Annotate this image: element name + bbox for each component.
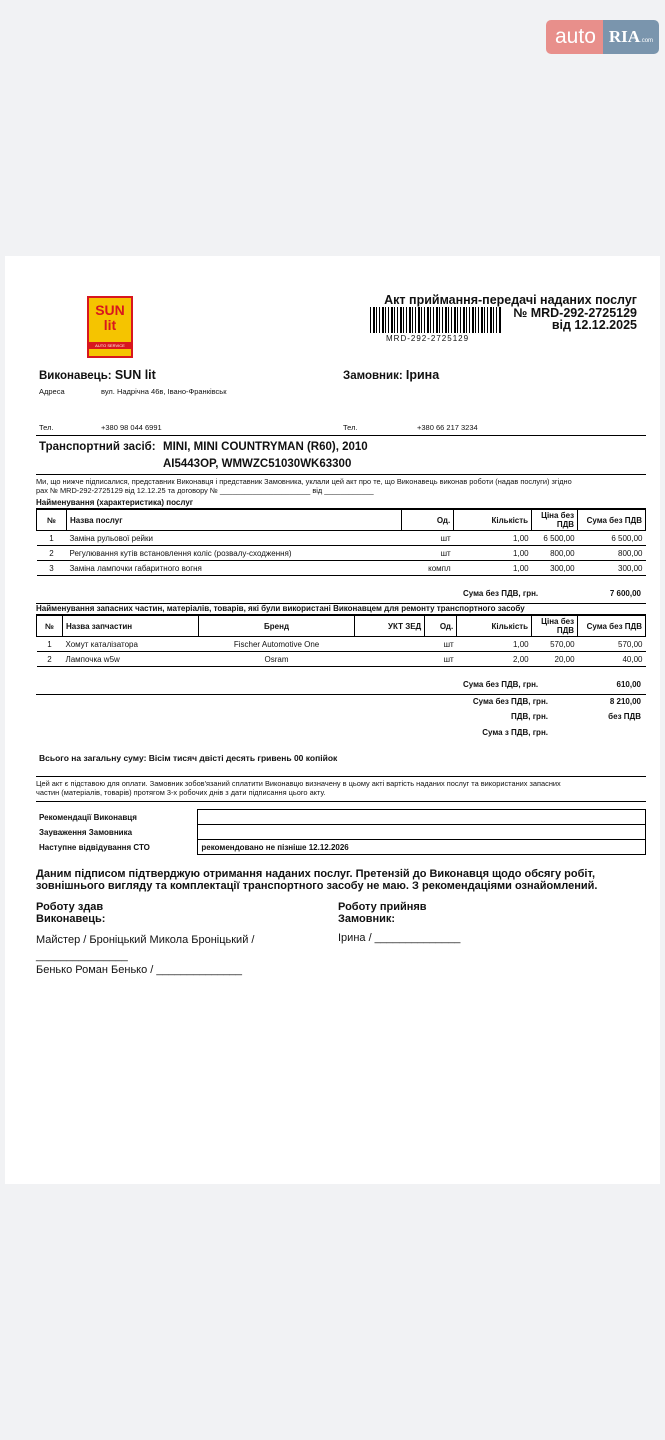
master-signature-blank: _______________ xyxy=(36,950,128,962)
services-table xyxy=(36,509,646,576)
summary-total-label: Сума без ПДВ, грн. xyxy=(472,697,548,706)
recommendation-label: Рекомендації Виконавця xyxy=(39,812,137,822)
table-row xyxy=(37,546,646,561)
service-qty: 1,00 xyxy=(454,546,532,561)
service-no: 1 xyxy=(37,531,67,546)
service-no: 2 xyxy=(37,546,67,561)
divider xyxy=(36,801,646,802)
services-header-row xyxy=(37,510,646,531)
document-page xyxy=(5,256,660,1184)
watermark-com: .com xyxy=(640,38,654,44)
services-col-qty: Кількість xyxy=(454,510,532,531)
services-col-price: Ціна без ПДВ xyxy=(532,510,578,531)
summary-total: 8 210,00 xyxy=(609,697,641,706)
customer-signature: Ірина / ______________ xyxy=(338,932,461,944)
accepted-line2: Замовник: xyxy=(338,913,396,925)
divider xyxy=(36,474,646,475)
part-brand: Fischer Automotive One xyxy=(198,637,355,652)
services-col-unit: Од. xyxy=(402,510,454,531)
table-row xyxy=(37,637,646,652)
vat-label: ПДВ, грн. xyxy=(511,712,548,721)
part-brand: Osram xyxy=(198,652,355,667)
part-price: 20,00 xyxy=(532,652,578,667)
services-total: 7 600,00 xyxy=(609,589,641,598)
parts-total-label: Сума без ПДВ, грн. xyxy=(463,680,539,689)
vehicle-model: MINI, MINI COUNTRYMAN (R60), 2010 xyxy=(163,441,368,453)
parts-col-qty: Кількість xyxy=(457,616,532,637)
divider xyxy=(36,776,646,777)
part-unit: шт xyxy=(425,637,457,652)
master-signature xyxy=(36,932,254,964)
service-qty: 1,00 xyxy=(454,561,532,576)
autoria-watermark xyxy=(546,20,659,54)
contractor-phone-label: Тел. xyxy=(39,423,54,432)
vehicle-label: Транспортний засіб: xyxy=(39,441,156,453)
service-name: Заміна лампочки габаритного вогня xyxy=(66,561,401,576)
next-visit-value: рекомендовано не пізніше 12.12.2026 xyxy=(198,840,646,855)
logo-line3: AUTO SERVICE xyxy=(89,342,131,349)
document-title: Акт приймання-передачі наданих послуг xyxy=(384,293,637,307)
service-name: Заміна рульової рейки xyxy=(66,531,401,546)
service-name: Регулювання кутів встановлення коліс (розвалу-сходження) xyxy=(66,546,401,561)
with-vat-label: Сума з ПДВ, грн. xyxy=(482,728,548,737)
second-signature: Бенько Роман Бенько / ______________ xyxy=(36,964,243,976)
part-sum: 40,00 xyxy=(578,652,646,667)
intro-line2: рах № MRD-292-2725129 від 12.12.25 та договору № ______________________ від ____________ xyxy=(36,486,374,495)
sunlit-logo xyxy=(87,296,133,358)
document-date: від 12.12.2025 xyxy=(551,318,637,332)
service-sum: 6 500,00 xyxy=(578,531,646,546)
watermark-ria-text: RIA xyxy=(608,27,641,46)
services-col-name: Назва послуг xyxy=(66,510,401,531)
intro-line1: Ми, що нижче підписалися, представник Виконавця і представник Замовника, уклали цей акт про те, що Виконавець виконав роботи (надав послуги) згідно xyxy=(36,477,572,486)
address-value: вул. Надрічна 46в, Івано-Франківськ xyxy=(101,387,227,396)
remarks-row xyxy=(36,825,646,840)
confirmation-line2: зовнішнього вигляду та комплектації транспортного засобу не маю. З рекомендаціями ознайомлений. xyxy=(36,880,598,892)
total-in-words: Всього на загальну суму: Вісім тисяч двісті десять гривень 00 копійок xyxy=(39,753,338,763)
parts-col-brand: Бренд xyxy=(198,616,355,637)
customer-phone: +380 66 217 3234 xyxy=(417,423,478,432)
next-visit-label: Наступне відвідування СТО xyxy=(39,842,150,852)
service-sum: 300,00 xyxy=(578,561,646,576)
intro-text xyxy=(36,477,656,495)
customer-line xyxy=(343,368,439,382)
service-unit: шт xyxy=(402,531,454,546)
service-sum: 800,00 xyxy=(578,546,646,561)
contractor-line xyxy=(39,368,156,382)
divider xyxy=(36,435,646,436)
parts-col-name: Назва запчастин xyxy=(62,616,198,637)
recommendations-table xyxy=(36,809,646,855)
part-name: Хомут каталізатора xyxy=(62,637,198,652)
table-row xyxy=(37,561,646,576)
payment-basis xyxy=(36,779,561,797)
recommendation-row xyxy=(36,810,646,825)
contractor-name: SUN lit xyxy=(114,368,156,382)
handed-over-line2: Виконавець: xyxy=(36,913,106,925)
barcode-number: MRD-292-2725129 xyxy=(386,334,470,343)
part-no: 1 xyxy=(37,637,63,652)
part-code xyxy=(355,637,425,652)
service-price: 6 500,00 xyxy=(532,531,578,546)
contractor-label: Виконавець: xyxy=(39,370,112,382)
service-price: 800,00 xyxy=(532,546,578,561)
services-col-sum: Сума без ПДВ xyxy=(578,510,646,531)
parts-col-price: Ціна без ПДВ xyxy=(532,616,578,637)
basis-line2: частин (матеріалів, товарів) протягом 3-х робочих днів з дати підписання цього акту. xyxy=(36,788,326,797)
vehicle-ids: AI5443OP, WMWZC51030WK63300 xyxy=(163,458,352,470)
services-total-label: Сума без ПДВ, грн. xyxy=(463,589,539,598)
watermark-ria xyxy=(603,20,659,54)
confirmation-text xyxy=(36,868,597,892)
remarks-value xyxy=(198,825,646,840)
table-row xyxy=(37,531,646,546)
address-label: Адреса xyxy=(39,387,65,396)
part-price: 570,00 xyxy=(532,637,578,652)
service-unit: компл xyxy=(402,561,454,576)
parts-title: Найменування запасних частин, матеріалів, товарів, які були використані Виконавцем для ремонту транспортного засобу xyxy=(36,604,525,613)
accepted-line1: Роботу прийняв xyxy=(338,901,427,913)
next-visit-row xyxy=(36,840,646,855)
service-qty: 1,00 xyxy=(454,531,532,546)
parts-col-no: № xyxy=(37,616,63,637)
divider xyxy=(36,694,646,695)
document-number: № MRD-292-2725129 xyxy=(513,306,637,320)
parts-col-code: УКТ ЗЕД xyxy=(355,616,425,637)
handed-over-line1: Роботу здав xyxy=(36,901,104,913)
service-price: 300,00 xyxy=(532,561,578,576)
watermark-auto: auto xyxy=(546,20,603,54)
accepted-title xyxy=(338,901,427,925)
confirmation-line1: Даним підписом підтверджую отримання наданих послуг. Претензій до Виконавця щодо обсягу робіт, xyxy=(36,868,596,880)
handed-over-title xyxy=(36,901,105,925)
customer-phone-label: Тел. xyxy=(343,423,358,432)
customer-label: Замовник: xyxy=(343,370,403,382)
vat-value: без ПДВ xyxy=(608,712,641,721)
parts-total: 610,00 xyxy=(616,680,641,689)
parts-col-sum: Сума без ПДВ xyxy=(578,616,646,637)
parts-col-unit: Од. xyxy=(425,616,457,637)
basis-line1: Цей акт є підставою для оплати. Замовник зобов'язаний сплатити Виконавцю визначену в цьому акті вартість наданих послуг та використаних запасних xyxy=(36,779,561,788)
logo-line2: lit xyxy=(103,317,117,333)
parts-table xyxy=(36,615,646,667)
logo-line1: SUN xyxy=(95,302,125,318)
recommendation-value xyxy=(198,810,646,825)
part-sum: 570,00 xyxy=(578,637,646,652)
service-no: 3 xyxy=(37,561,67,576)
barcode xyxy=(370,307,502,333)
part-qty: 2,00 xyxy=(457,652,532,667)
part-no: 2 xyxy=(37,652,63,667)
service-unit: шт xyxy=(402,546,454,561)
part-unit: шт xyxy=(425,652,457,667)
remarks-label: Зауваження Замовника xyxy=(39,827,133,837)
services-col-no: № xyxy=(37,510,67,531)
contractor-phone: +380 98 044 6991 xyxy=(101,423,162,432)
customer-name: Ірина xyxy=(405,368,440,382)
part-qty: 1,00 xyxy=(457,637,532,652)
master-signature-line: Майстер / Броніцький Микола Броніцький / xyxy=(36,934,255,946)
parts-header-row xyxy=(37,616,646,637)
part-name: Лампочка w5w xyxy=(62,652,198,667)
services-title: Найменування (характеристика) послуг xyxy=(36,498,194,507)
part-code xyxy=(355,652,425,667)
table-row xyxy=(37,652,646,667)
